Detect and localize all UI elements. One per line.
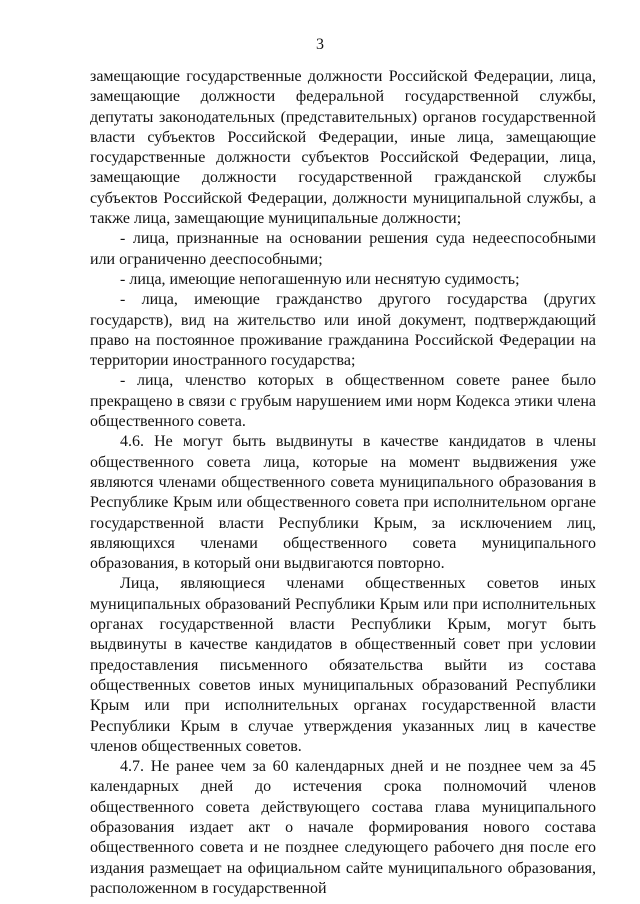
list-item-criminal-record: - лица, имеющие непогашенную или неснятую судимость;	[120, 270, 520, 288]
page-number: 3	[316, 36, 324, 53]
list-item-terminated-membership: - лица, членство которых в общественном совете ранее было прекращено в связи с грубым нарушением ими норм Кодекса этики члена общественного совета.	[90, 372, 596, 431]
clause-4-7: 4.7. Не ранее чем за 60 календарных дней и не позднее чем за 45 календарных дней до истечения срока полномочий членов общественного совета действующего состава глава муниципального образования издает акт о начале формирования нового состава общественного совета и не позднее следующего рабочего дня после его издания размещает на официальном сайте муниципального образования, расположенном в государственной	[90, 758, 596, 897]
paragraph-continuation: замещающие государственные должности Российской Федерации, лица, замещающие должности федеральной государственной службы, депутаты законодательных (представительных) органов государственной власти субъектов Российской Федерации, иные лица, замещающие государственные должности субъектов Российской Федерации, лица, замещающие должности государственной гражданской службы субъектов Российской Федерации, должности муниципальной службы, а также лица, замещающие муниципальные должности;	[90, 68, 596, 228]
clause-4-6: 4.6. Не могут быть выдвинуты в качестве кандидатов в члены общественного совета лица, которые на момент выдвижения уже являются членами общественного совета муниципального образования в Республике Крым или общественного совета при исполнительном органе государственной власти Республики Крым, за исключением лиц, являющихся членами общественного совета муниципального образования, в который они выдвигаются повторно.	[90, 433, 596, 573]
clause-4-6-continued: Лица, являющиеся членами общественных советов иных муниципальных образований Республики Крым или при исполнительных органах государственной власти Республики Крым, могут быть выдвинуты в качестве кандидатов в общественный совет при условии предоставления письменного обязательства выйти из состава общественных советов иных муниципальных образований Республики Крым или при исполнительных органах государственной власти Республики Крым в случае утверждения указанных лиц в качестве членов общественных советов.	[90, 575, 596, 755]
list-item-foreign-citizenship: - лица, имеющие гражданство другого государства (других государств), вид на жительство или иной документ, подтверждающий право на постоянное проживание гражданина Российской Федерации на территории иностранного государства;	[90, 291, 596, 370]
list-item-incapacitated: - лица, признанные на основании решения суда недееспособными или ограниченно дееспособными;	[90, 230, 596, 268]
document-body	[90, 67, 596, 899]
